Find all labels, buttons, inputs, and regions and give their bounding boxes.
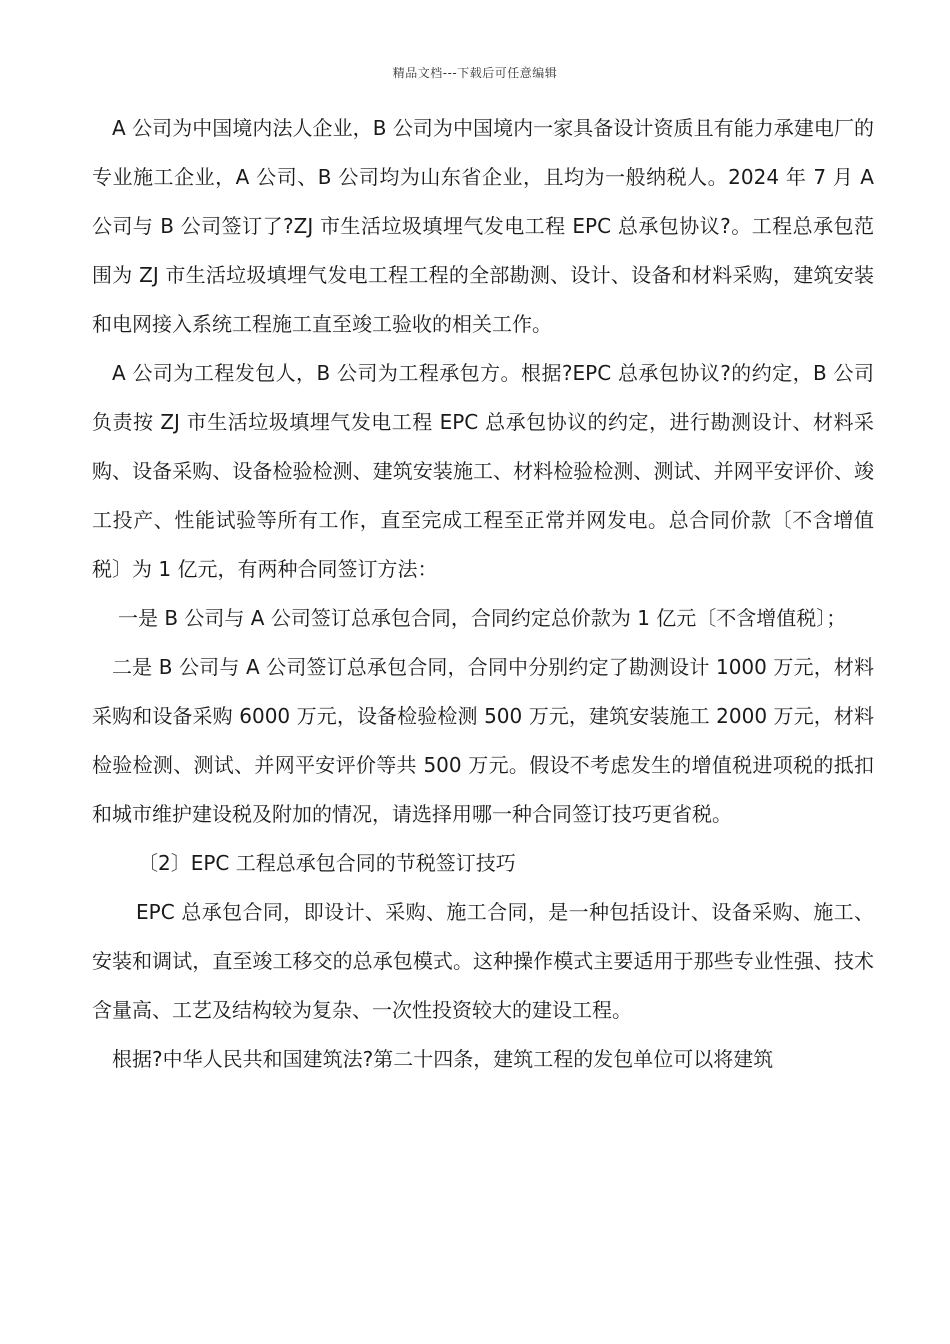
page-header: 精品文档---下载后可任意编辑 xyxy=(392,66,558,80)
paragraph-2: A 公司为工程发包人，B 公司为工程承包方。根据?EPC 总承包协议?的约定，B 公司负责按 ZJ 市生活垃圾填埋气发电工程 EPC 总承包协议的约定，进行勘测设计、材料采购、设备采购、设备检验检测、建筑安装施工、材料检验检测、测试、并网平安评价、竣工投产、性能试验等所有工作，直至完成工程至正常并网发电。总合同价款〔不含增值税〕为 1 亿元，有两种合同签订方法： xyxy=(92,361,874,581)
document-body xyxy=(92,104,874,1084)
paragraph-6: 根据?中华人民共和国建筑法?第二十四条，建筑工程的发包单位可以将建筑 xyxy=(112,1047,774,1071)
paragraph-1: A 公司为中国境内法人企业，B 公司为中国境内一家具备设计资质且有能力承建电厂的专业施工企业，A 公司、B 公司均为山东省企业，且均为一般纳税人。2024 年 7 月 A 公司与 B 公司签订了?ZJ 市生活垃圾填埋气发电工程 EPC 总承包协议?。工程总承包范围为 ZJ 市生活垃圾填埋气发电工程工程的全部勘测、设计、设备和材料采购，建筑安装和电网接入系统工程施工直至竣工验收的相关工作。 xyxy=(92,116,874,336)
paragraph-5: EPC 总承包合同，即设计、采购、施工合同，是一种包括设计、设备采购、施工、安装和调试，直至竣工移交的总承包模式。这种操作模式主要适用于那些专业性强、技术含量高、工艺及结构较为复杂、一次性投资较大的建设工程。 xyxy=(92,900,874,1022)
paragraph-3: 一是 B 公司与 A 公司签订总承包合同，合同约定总价款为 1 亿元〔不含增值税〕； xyxy=(118,606,847,630)
paragraph-4: 二是 B 公司与 A 公司签订总承包合同，合同中分别约定了勘测设计 1000 万元，材料采购和设备采购 6000 万元，设备检验检测 500 万元，建筑安装施工 2000 万元，材料检验检测、测试、并网平安评价等共 500 万元。假设不考虑发生的增值税进项税的抵扣和城市维护建设税及附加的情况，请选择用哪一种合同签订技巧更省税。 xyxy=(92,655,874,826)
section-heading: 〔2〕EPC 工程总承包合同的节税签订技巧 xyxy=(138,851,516,875)
